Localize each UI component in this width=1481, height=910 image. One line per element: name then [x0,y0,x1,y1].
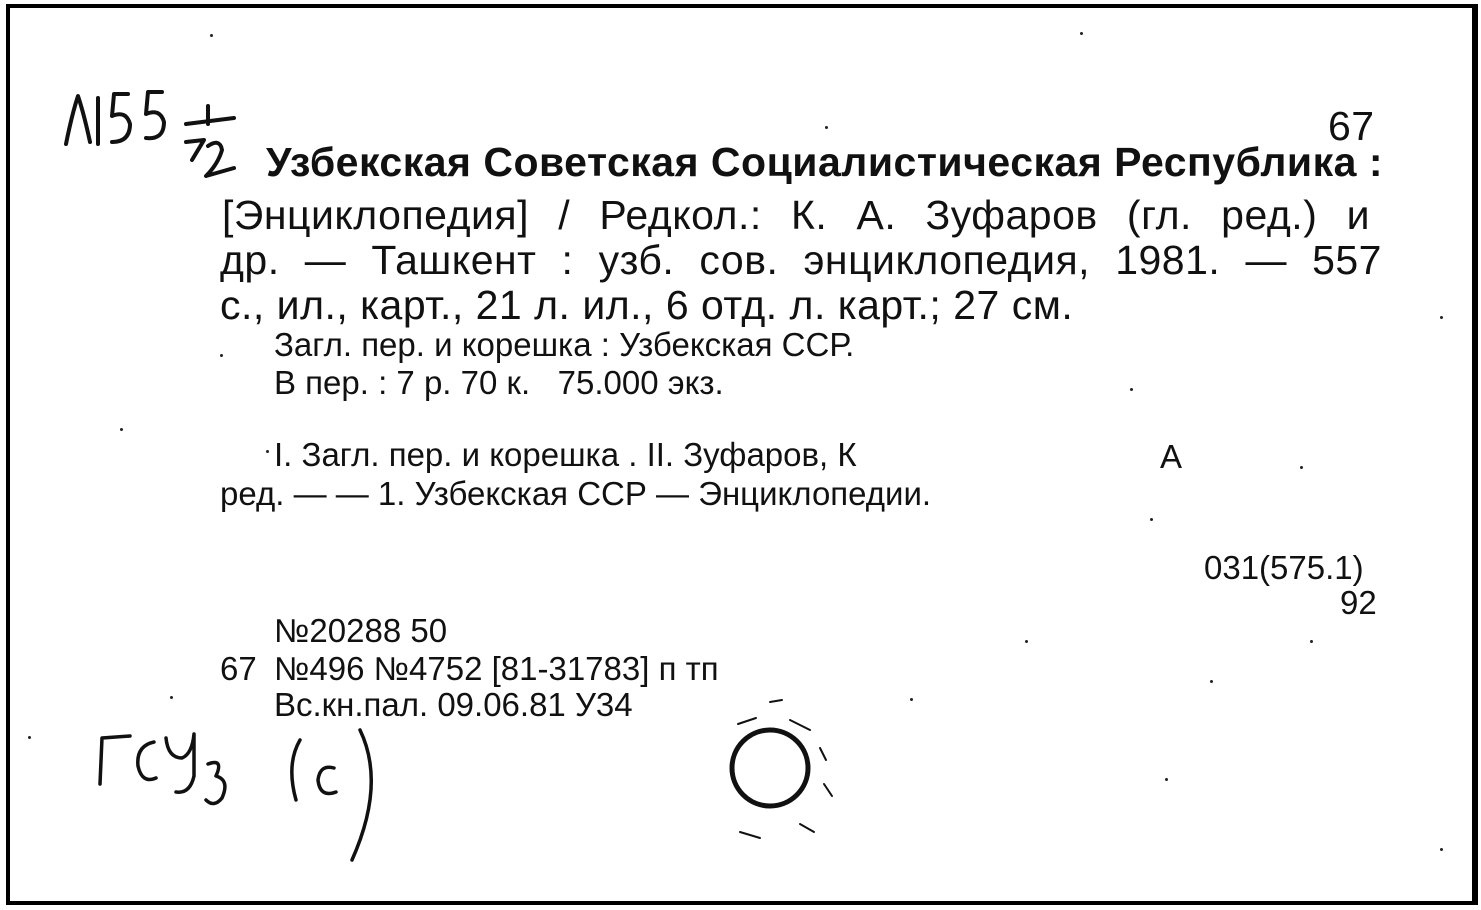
speck [1130,388,1133,391]
speck [1150,518,1153,521]
speck [1210,680,1213,683]
speck [825,126,828,129]
note-line-1: Загл. пер. и корешка : Узбекская ССР. [274,326,855,363]
speck [1165,778,1168,781]
speck [28,736,31,739]
speck [220,354,223,357]
footer-line-1: №20288 50 [274,612,448,649]
speck [210,34,213,37]
speck [1440,848,1443,851]
speck [266,450,269,453]
speck [170,696,173,699]
handwritten-note [90,724,410,874]
speck [120,428,123,431]
note-line-2: В пер. : 7 р. 70 к. 75.000 экз. [274,364,724,401]
bbk-index: 92 [1340,584,1377,621]
speck [1310,640,1313,643]
speck [1080,32,1083,35]
circle-stamp-mark [710,698,860,848]
speck [1300,466,1303,469]
footer-line-3: Вс.кн.пал. 09.06.81 У34 [274,686,633,723]
speck [1440,316,1443,319]
footer-prefix: 67 [220,650,257,687]
title-line-4: с., ил., карт., 21 л. ил., 6 отд. л. карт.; 27 см. [220,282,1074,328]
handwritten-shelfmark [58,84,258,194]
udc-index: 031(575.1) [1204,549,1364,586]
catalog-card [6,4,1478,905]
tracing-line-2: ред. — — 1. Узбекская ССР — Энциклопедии. [220,475,932,512]
title-line-3: др. — Ташкент : узб. сов. энциклопедия, 1981. — 557 [220,237,1382,283]
title-line-2: [Энциклопедия] / Редкол.: К. А. Зуфаров (гл. ред.) и [222,192,1370,238]
tracing-line-1: I. Загл. пер. и корешка . II. Зуфаров, К [274,436,857,473]
footer-line-2: №496 №4752 [81-31783] п тп [274,650,719,687]
speck [910,698,913,701]
speck [1025,640,1028,643]
title-line-1: Узбекская Советская Социалистическая Республика : [266,139,1384,185]
corner-number: 67 [1328,103,1375,149]
tracing-line-1-letter: А [1160,438,1183,475]
